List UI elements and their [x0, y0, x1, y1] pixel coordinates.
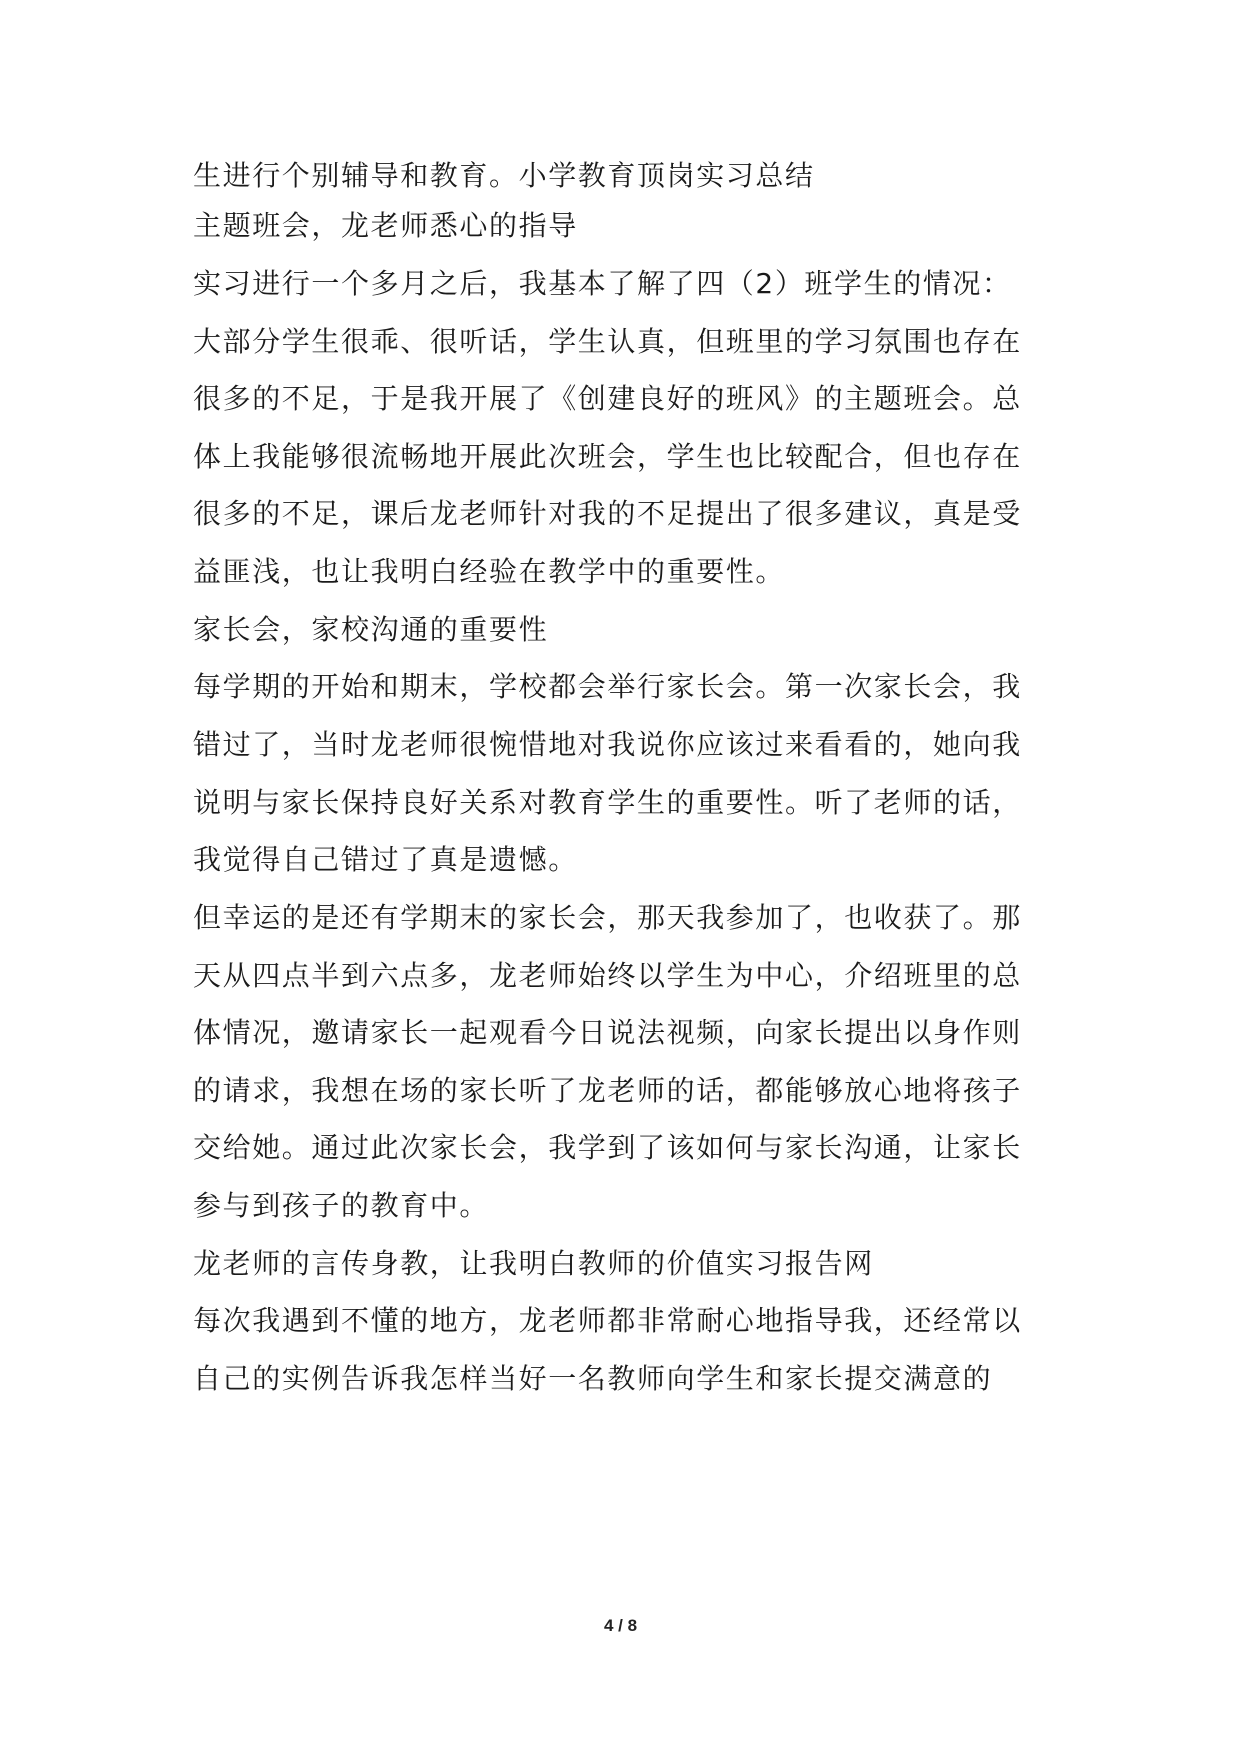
text-line: 很多的不足，于是我开展了《创建良好的班风》的主题班会。总 — [193, 382, 1022, 415]
text-line: 参与到孩子的教育中。 — [193, 1189, 490, 1222]
text-line: 生进行个别辅导和教育。小学教育顶岗实习总结 — [193, 159, 815, 192]
section-heading: 家长会，家校沟通的重要性 — [193, 613, 549, 646]
text-line: 自己的实例告诉我怎样当好一名教师向学生和家长提交满意的 — [193, 1362, 993, 1395]
text-line: 体上我能够很流畅地开展此次班会，学生也比较配合，但也存在 — [193, 440, 1022, 473]
text-line: 大部分学生很乖、很听话，学生认真，但班里的学习氛围也存在 — [193, 325, 1022, 358]
text-line: 实习进行一个多月之后，我基本了解了四（2）班学生的情况： — [193, 267, 1012, 300]
section-heading: 龙老师的言传身教，让我明白教师的价值实习报告网 — [193, 1247, 874, 1280]
text-line: 益匪浅，也让我明白经验在教学中的重要性。 — [193, 555, 786, 588]
page-number: 4 / 8 — [603, 1616, 638, 1635]
section-heading: 主题班会，龙老师悉心的指导 — [193, 209, 578, 242]
text-line: 错过了，当时龙老师很惋惜地对我说你应该过来看看的，她向我 — [193, 728, 1022, 761]
text-line: 体情况，邀请家长一起观看今日说法视频，向家长提出以身作则 — [193, 1016, 1022, 1049]
text-line: 但幸运的是还有学期末的家长会，那天我参加了，也收获了。那 — [193, 901, 1022, 934]
text-line: 我觉得自己错过了真是遗憾。 — [193, 843, 578, 876]
text-line: 的请求，我想在场的家长听了龙老师的话，都能够放心地将孩子 — [193, 1074, 1022, 1107]
text-line: 交给她。通过此次家长会，我学到了该如何与家长沟通，让家长 — [193, 1131, 1022, 1164]
text-line: 天从四点半到六点多，龙老师始终以学生为中心，介绍班里的总 — [193, 959, 1022, 992]
text-line: 每次我遇到不懂的地方，龙老师都非常耐心地指导我，还经常以 — [193, 1304, 1022, 1337]
text-line: 说明与家长保持良好关系对教育学生的重要性。听了老师的话， — [193, 786, 1022, 819]
text-line: 很多的不足，课后龙老师针对我的不足提出了很多建议，真是受 — [193, 497, 1022, 530]
text-line: 每学期的开始和期末，学校都会举行家长会。第一次家长会，我 — [193, 670, 1022, 703]
